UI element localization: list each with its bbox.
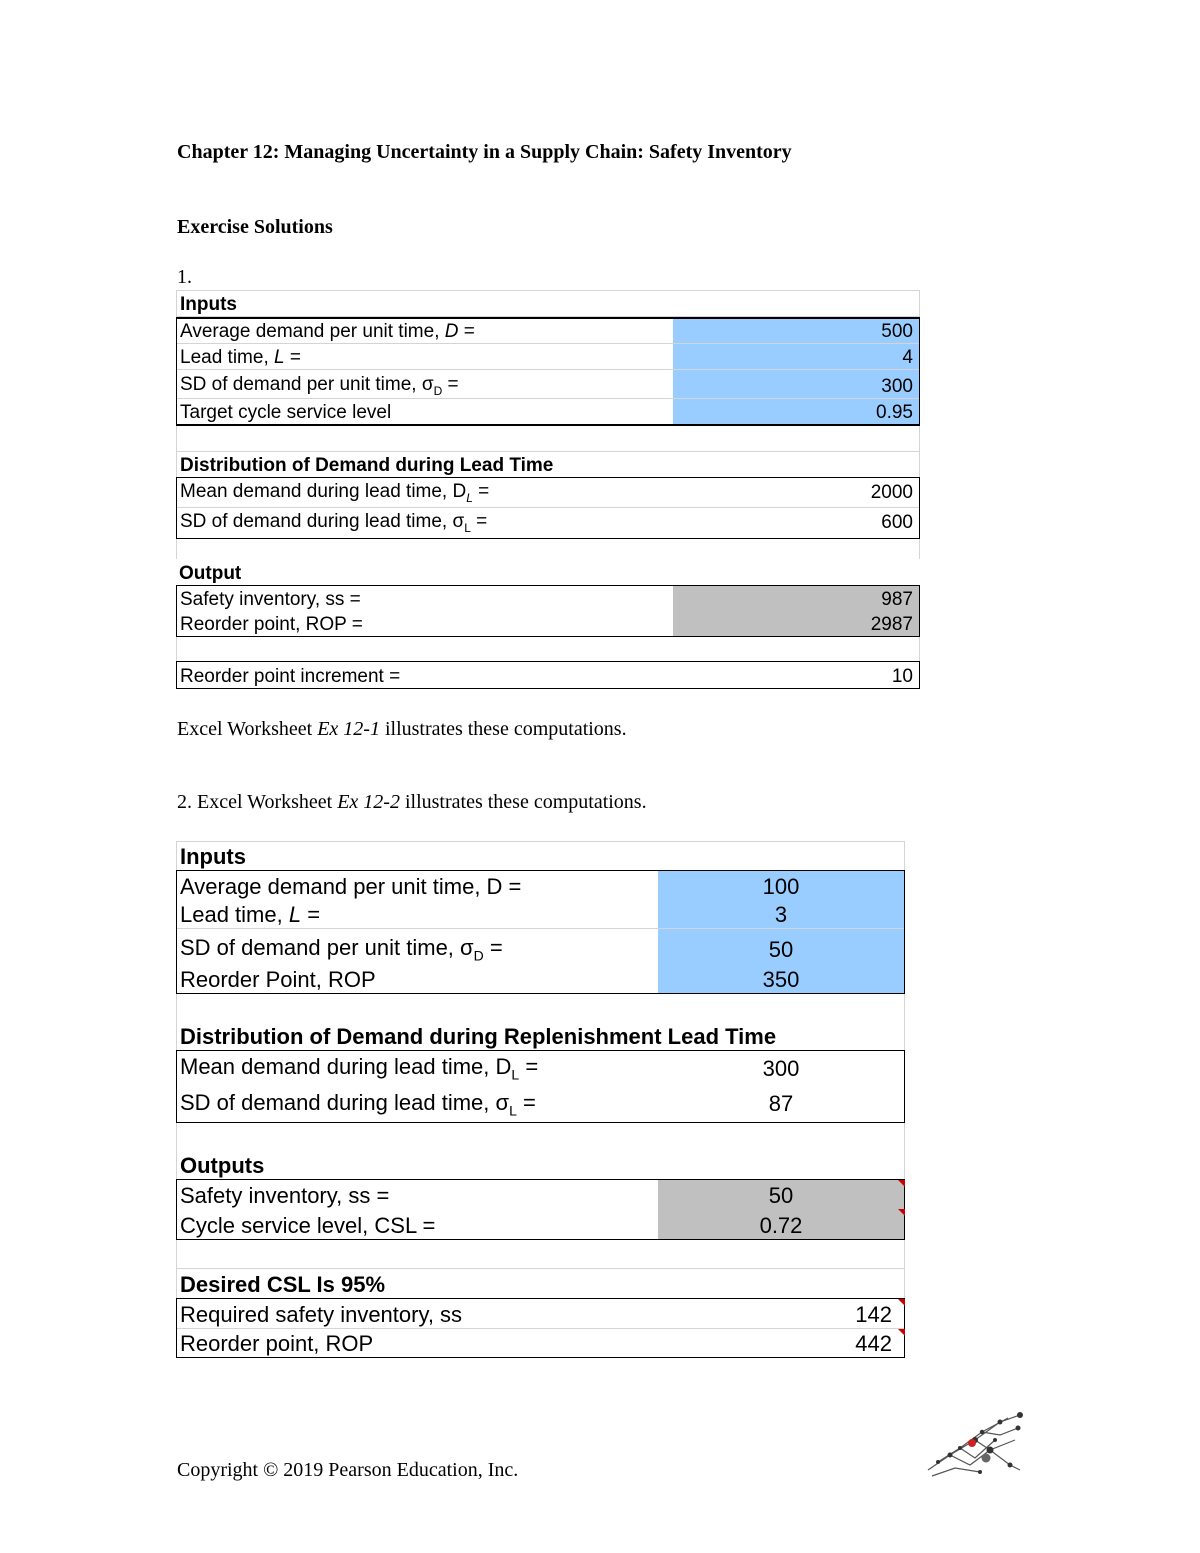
dist-value: 2000 — [870, 481, 913, 503]
dist-label: SD of demand during lead time, $\sigma_L$ = — [180, 511, 488, 535]
input-label: SD of demand per unit time, $\sigma_D$ = — [180, 374, 459, 398]
network-globe-logo — [920, 1410, 1025, 1480]
table-row — [177, 1180, 904, 1209]
table-row — [177, 900, 904, 929]
increment-value: 10 — [891, 666, 913, 687]
dist-value: 87 — [768, 1091, 794, 1116]
input-label: Lead time, L = — [180, 347, 301, 368]
dist-header-row — [176, 451, 920, 477]
table-row — [177, 1299, 904, 1329]
exercise-2-table — [176, 841, 905, 1358]
table-row — [177, 399, 919, 424]
table-row — [177, 1086, 904, 1122]
input-value: 3 — [658, 900, 904, 928]
table-row — [177, 478, 919, 508]
desired-header-row — [176, 1269, 905, 1298]
spacer-row — [176, 426, 920, 451]
worksheet-name: Ex 12-2 — [337, 791, 400, 813]
output-value: 987 — [673, 586, 919, 611]
copyright-text: Copyright © 2019 Pearson Education, Inc. — [177, 1459, 519, 1481]
input-label: Lead time, L = — [180, 902, 321, 927]
spacer-row — [176, 994, 905, 1022]
spacer-row — [176, 1123, 905, 1151]
inputs-header-row — [176, 841, 905, 870]
spacer-row — [176, 539, 920, 559]
output-value: 2987 — [673, 611, 919, 636]
outputs-header-row — [176, 1151, 905, 1179]
table-row — [177, 662, 919, 688]
input-value: 350 — [658, 963, 904, 993]
comment-marker-icon[interactable] — [898, 1329, 905, 1336]
table-row — [177, 963, 904, 993]
exercise-1-note: Excel Worksheet Ex 12-1 illustrates these computations. — [177, 718, 627, 740]
dist-value: 600 — [881, 512, 913, 533]
spacer-row — [176, 1240, 905, 1269]
table-row — [177, 344, 919, 370]
outputs-header: Outputs — [180, 1153, 265, 1178]
dist-label: Mean demand during lead time, $D_L$ = — [180, 480, 490, 505]
inputs-header: Inputs — [180, 844, 246, 869]
table-row — [177, 1209, 904, 1239]
desired-header: Desired CSL Is 95% — [180, 1272, 386, 1297]
table-row — [177, 1051, 904, 1086]
input-value: 300 — [673, 370, 919, 398]
section-subtitle: Exercise Solutions — [177, 216, 333, 238]
output-label: Safety inventory, ss = — [180, 1183, 390, 1208]
dist-label: Mean demand during lead time, $D_L$ = — [180, 1054, 539, 1083]
output-value: 50 — [658, 1180, 904, 1209]
input-value: 4 — [673, 344, 919, 369]
table-row — [177, 370, 919, 399]
desired-label: Required safety inventory, ss — [180, 1302, 463, 1327]
inputs-header: Inputs — [180, 294, 237, 315]
output-header-row — [176, 559, 920, 585]
input-value: 0.95 — [673, 399, 919, 424]
input-value: 50 — [658, 929, 904, 963]
exercise-2-note: 2. Excel Worksheet Ex 12-2 illustrates these computations. — [177, 791, 647, 813]
desired-value: 442 — [855, 1331, 892, 1356]
input-label: Average demand per unit time, D = — [180, 874, 522, 899]
input-label: SD of demand per unit time, $\sigma_D$ = — [180, 934, 503, 963]
table-row — [177, 508, 919, 538]
comment-marker-icon[interactable] — [898, 1209, 905, 1216]
exercise-1-number: 1. — [177, 266, 192, 288]
table-row — [177, 929, 904, 963]
output-label: Cycle service level, CSL = — [180, 1213, 436, 1238]
dist-header: Distribution of Demand during Lead Time — [180, 455, 554, 476]
input-value: 100 — [658, 871, 904, 900]
exercise-1-table — [176, 290, 920, 689]
comment-marker-icon[interactable] — [898, 1180, 905, 1187]
output-label: Safety inventory, ss = — [180, 589, 361, 610]
increment-label: Reorder point increment = — [180, 666, 401, 687]
output-value: 0.72 — [658, 1209, 904, 1239]
comment-marker-icon[interactable] — [898, 1299, 905, 1306]
desired-label: Reorder point, ROP — [180, 1331, 374, 1356]
page-title: Chapter 12: Managing Uncertainty in a Supply Chain: Safety Inventory — [177, 141, 792, 163]
input-label: Reorder Point, ROP — [180, 967, 376, 992]
input-label: Average demand per unit time, D = — [180, 321, 475, 342]
output-label: Reorder point, ROP = — [180, 614, 363, 635]
dist-label: SD of demand during lead time, $\sigma_L$ = — [180, 1089, 536, 1119]
input-value: 500 — [673, 319, 919, 343]
table-row — [177, 611, 919, 636]
spacer-row — [176, 637, 920, 661]
table-row — [177, 586, 919, 611]
inputs-header-row — [176, 290, 920, 317]
output-header: Output — [179, 563, 242, 584]
dist-header-row — [176, 1022, 905, 1050]
dist-header: Distribution of Demand during Replenishment Lead Time — [180, 1024, 777, 1049]
table-row — [177, 1329, 904, 1357]
table-row — [177, 871, 904, 900]
worksheet-name: Ex 12-1 — [317, 718, 380, 740]
desired-value: 142 — [855, 1302, 892, 1327]
dist-value: 300 — [762, 1055, 800, 1081]
table-row — [177, 319, 919, 344]
input-label: Target cycle service level — [180, 402, 392, 423]
